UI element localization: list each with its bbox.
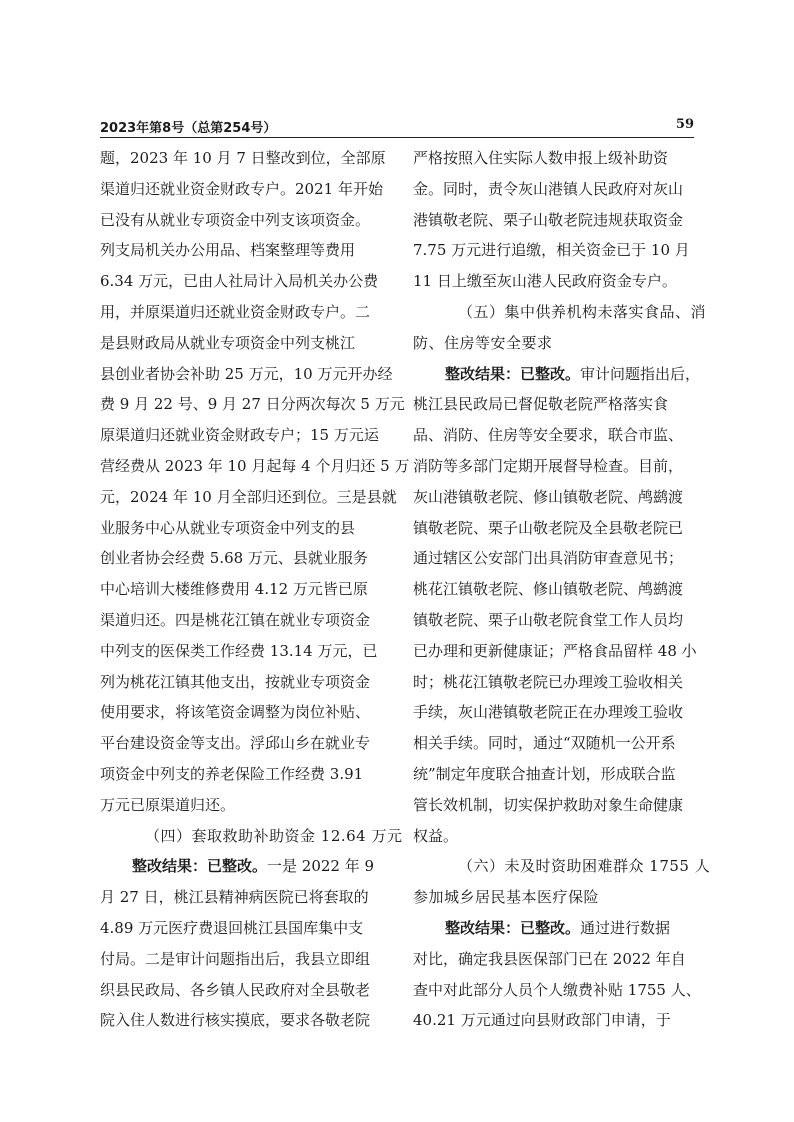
result-text: 一是 2022 年 9: [267, 857, 375, 876]
body-text-line: 渠道归还。四是桃花江镇在就业专项资金: [100, 610, 371, 629]
result-lead-line: [100, 851, 380, 882]
result-label: 整改结果：已整改。: [132, 857, 268, 876]
body-text-line: 已办理和更新健康证；严格食品留样 48 小: [413, 641, 697, 660]
body-text-line: 中列支的医保类工作经费 13.14 万元，已: [100, 641, 378, 660]
result-text: 审计问题指出后，: [580, 364, 701, 383]
body-text-line: 相关手续。同时，通过“双随机一公开系: [413, 734, 676, 753]
body-text-line: 织县民政局、各乡镇人民政府对全县敬老: [100, 980, 371, 999]
body-text-line: 港镇敬老院、栗子山敬老院违规获取资金: [413, 210, 684, 229]
body-text-line: 4.89 万元医疗费退回桃江县国库集中支: [100, 918, 364, 937]
body-text-line: 营经费从 2023 年 10 月起每 4 个月归还 5 万: [100, 456, 410, 475]
section-heading-line: （四）套取救助补助资金 12.64 万元: [145, 826, 403, 845]
body-text-line: 严格按照入住实际人数申报上级补助资: [413, 149, 669, 167]
issue-label: 2023年第8号（总第254号）: [100, 121, 277, 136]
result-lead-line: [413, 359, 701, 390]
page-header: [100, 117, 694, 139]
body-text-line: 统”制定年度联合抽查计划，形成联合监: [413, 764, 676, 783]
body-text-line: 月 27 日，桃江县精神病医院已将套取的: [100, 888, 369, 907]
body-text-line: 镇敬老院、栗子山敬老院食堂工作人员均: [413, 610, 684, 629]
body-text-line: 使用要求，将该笔资金调整为岗位补贴、: [100, 703, 371, 722]
body-text-line: 40.21 万元通过向县财政部门申请，于: [413, 1011, 671, 1030]
body-text-line: 费 9 月 22 号、9 月 27 日分两次每次 5 万元: [100, 395, 405, 414]
body-text-line: 金。同时，责令灰山港镇人民政府对灰山: [413, 179, 684, 198]
body-text-line: 权益。: [413, 826, 459, 845]
body-text-line: 渠道归还就业资金财政专户。2021 年开始: [100, 179, 383, 198]
body-text-line: 中心培训大楼维修费用 4.12 万元皆已原: [100, 580, 368, 599]
body-text-line: 手续，灰山港镇敬老院正在办理竣工验收: [413, 703, 684, 722]
body-text-line: 是县财政局从就业专项资金中列支桃江: [100, 333, 356, 352]
body-text-line: 11 日上缴至灰山港人民政府资金专户。: [413, 272, 677, 291]
body-text-line: 平台建设资金等支出。浮邱山乡在就业专: [100, 734, 371, 753]
body-text-line: 列支局机关办公用品、档案整理等费用: [100, 241, 356, 260]
result-lead-line: [413, 913, 693, 944]
section-heading-line: 参加城乡居民基本医疗保险: [413, 888, 600, 907]
body-text-line: 管长效机制，切实保护救助对象生命健康: [413, 795, 684, 814]
header-divider: [100, 137, 694, 138]
body-text-line: 付局。二是审计问题指出后，我县立即组: [100, 949, 371, 968]
body-text-line: 元，2024 年 10 月全部归还到位。三是县就: [100, 487, 397, 506]
body-text-line: 时；桃花江镇敬老院已办理竣工验收相关: [413, 672, 684, 691]
body-text-line: 6.34 万元，已由人社局计入局机关办公费: [100, 272, 379, 291]
body-text-line: 院入住人数进行核实摸底，要求各敬老院: [100, 1011, 371, 1030]
body-text-line: 列为桃花江镇其他支出，按就业专项资金: [100, 672, 371, 691]
body-text-line: 县创业者协会补助 25 万元，10 万元开办经: [100, 364, 393, 383]
body-text-line: 查中对此部分人员个人缴费补贴 1755 人、: [413, 980, 701, 999]
body-text-line: 桃江县民政局已督促敬老院严格落实食: [413, 395, 669, 414]
body-text-line: 用，并原渠道归还就业资金财政专户。二: [100, 302, 371, 321]
body-text-line: 项资金中列支的养老保险工作经费 3.91: [100, 764, 364, 783]
section-heading-line: （六）未及时资助困难群众 1755 人: [458, 857, 711, 876]
body-text-line: 品、消防、住房等安全要求，联合市监、: [413, 426, 684, 445]
result-label: 整改结果：已整改。: [445, 918, 581, 937]
body-text-line: 业服务中心从就业专项资金中列支的县: [100, 518, 356, 537]
body-text-line: 通过辖区公安部门出具消防审查意见书；: [413, 549, 684, 568]
body-text-line: 已没有从就业专项资金中列支该项资金。: [100, 210, 371, 229]
right-column: [413, 143, 711, 1036]
body-text-line: 创业者协会经费 5.68 万元、县就业服务: [100, 549, 368, 568]
body-text-line: 灰山港镇敬老院、修山镇敬老院、鸬鹚渡: [413, 487, 684, 506]
body-text-line: 题，2023 年 10 月 7 日整改到位，全部原: [100, 149, 386, 167]
result-text: 通过进行数据: [580, 918, 671, 937]
body-text-line: 万元已原渠道归还。: [100, 795, 236, 814]
body-text-line: 镇敬老院、栗子山敬老院及全县敬老院已: [413, 518, 684, 537]
result-label: 整改结果：已整改。: [445, 364, 581, 383]
section-heading-line: （五）集中供养机构未落实食品、消: [458, 302, 707, 321]
section-heading-line: 防、住房等安全要求: [413, 333, 553, 352]
page-number: 59: [675, 117, 694, 132]
body-text-line: 7.75 万元进行追缴，相关资金已于 10 月: [413, 241, 690, 260]
body-text-line: 对比，确定我县医保部门已在 2022 年自: [413, 949, 686, 968]
body-text-line: 消防等多部门定期开展督导检查。目前，: [413, 456, 684, 475]
body-text-line: 原渠道归还就业资金财政专户；15 万元运: [100, 426, 379, 445]
left-column: [100, 143, 410, 1036]
body-text-line: 桃花江镇敬老院、修山镇敬老院、鸬鹚渡: [413, 580, 684, 599]
